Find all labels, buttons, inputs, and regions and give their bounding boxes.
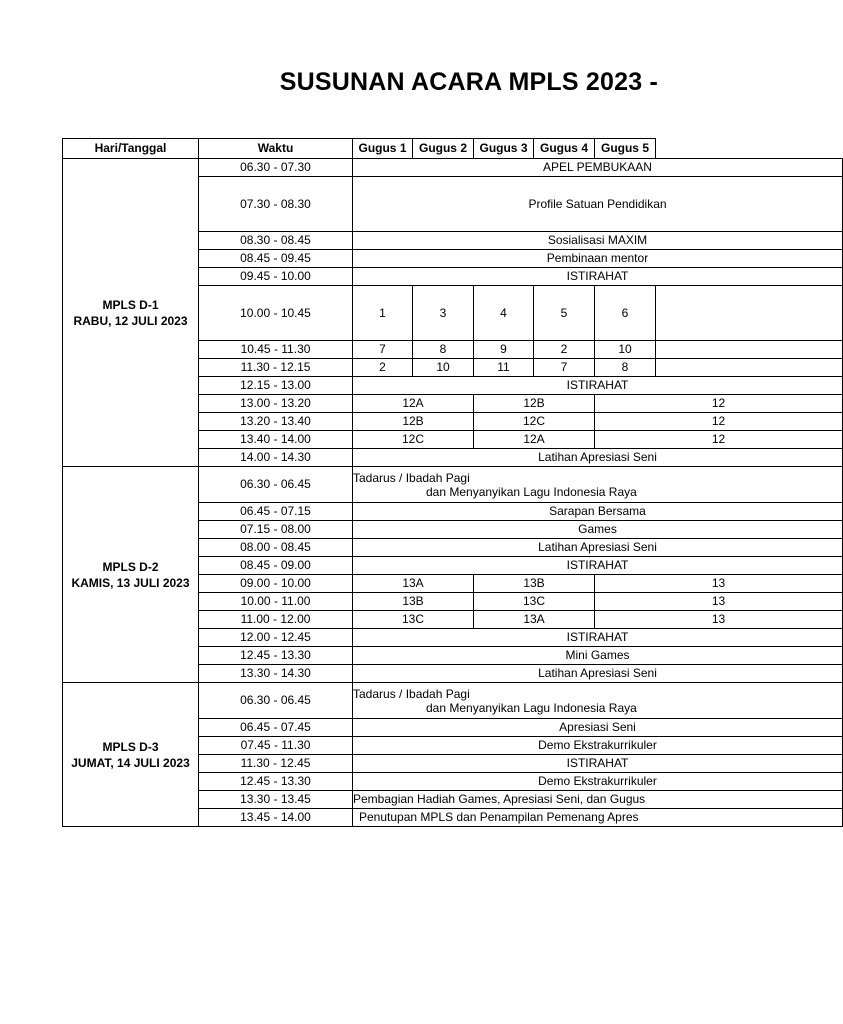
group-cell: 13: [595, 611, 843, 629]
group-cell: 13C: [353, 611, 474, 629]
time-cell: 13.20 - 13.40: [199, 413, 353, 431]
gugus-cell: 8: [595, 359, 656, 377]
time-cell: 09.45 - 10.00: [199, 268, 353, 286]
header-day: Hari/Tanggal: [63, 139, 199, 159]
day-name: MPLS D-3: [102, 739, 159, 754]
gugus-cell: 9: [474, 341, 534, 359]
schedule-viewport: [62, 138, 726, 854]
activity-cell: Sarapan Bersama: [353, 503, 843, 521]
activity-cell: [353, 791, 843, 809]
group-cell: 13A: [353, 575, 474, 593]
day-date: KAMIS, 13 JULI 2023: [71, 575, 190, 590]
gugus-cell: 5: [534, 286, 595, 341]
header-overflow: [656, 139, 843, 159]
activity-text: Penutupan MPLS dan Penampilan Pemenang Apres: [359, 810, 639, 824]
activity-cell: Demo Ekstrakurrikuler: [353, 737, 843, 755]
time-cell: 06.45 - 07.15: [199, 503, 353, 521]
group-cell: 12C: [353, 431, 474, 449]
gugus-cell: 10: [595, 341, 656, 359]
time-cell: 12.00 - 12.45: [199, 629, 353, 647]
time-cell: 10.00 - 10.45: [199, 286, 353, 341]
gugus-cell: 3: [413, 286, 474, 341]
day-date: RABU, 12 JULI 2023: [73, 313, 188, 328]
group-cell: 12B: [474, 395, 595, 413]
activity-cell: [353, 809, 843, 827]
overflow-cell: [656, 359, 843, 377]
gugus-cell: 2: [534, 341, 595, 359]
time-cell: 11.30 - 12.15: [199, 359, 353, 377]
activity-cell: Games: [353, 521, 843, 539]
activity-cell: Latihan Apresiasi Seni: [353, 449, 843, 467]
time-cell: 07.15 - 08.00: [199, 521, 353, 539]
activity-cell: Latihan Apresiasi Seni: [353, 665, 843, 683]
time-cell: 10.00 - 11.00: [199, 593, 353, 611]
time-cell: 09.00 - 10.00: [199, 575, 353, 593]
activity-text: Pembagian Hadiah Games, Apresiasi Seni, dan Gugus: [353, 792, 646, 806]
day-name: MPLS D-1: [102, 297, 159, 312]
gugus-cell: 10: [413, 359, 474, 377]
time-cell: 06.45 - 07.45: [199, 719, 353, 737]
time-cell: 14.00 - 14.30: [199, 449, 353, 467]
gugus-cell: 11: [474, 359, 534, 377]
group-cell: 12: [595, 413, 843, 431]
day-name: MPLS D-2: [102, 559, 159, 574]
time-cell: 07.45 - 11.30: [199, 737, 353, 755]
group-cell: 12B: [353, 413, 474, 431]
overflow-cell: [656, 286, 843, 341]
activity-line-1: Tadarus / Ibadah Pagi: [353, 686, 470, 701]
activity-cell: Apresiasi Seni: [353, 719, 843, 737]
time-cell: 10.45 - 11.30: [199, 341, 353, 359]
group-cell: 13: [595, 575, 843, 593]
activity-cell: Profile Satuan Pendidikan: [353, 177, 843, 232]
day-cell-1: [63, 159, 199, 467]
header-gugus-3: Gugus 3: [474, 139, 534, 159]
activity-cell: Pembinaan mentor: [353, 250, 843, 268]
header-time: Waktu: [199, 139, 353, 159]
group-cell: 13: [595, 593, 843, 611]
group-cell: 13C: [474, 593, 595, 611]
time-cell: 08.45 - 09.45: [199, 250, 353, 268]
gugus-cell: 1: [353, 286, 413, 341]
group-cell: 12: [595, 395, 843, 413]
time-cell: 06.30 - 07.30: [199, 159, 353, 177]
time-cell: 06.30 - 06.45: [199, 683, 353, 719]
time-cell: 08.45 - 09.00: [199, 557, 353, 575]
day-cell-2: [63, 467, 199, 683]
time-cell: 13.45 - 14.00: [199, 809, 353, 827]
time-cell: 08.00 - 08.45: [199, 539, 353, 557]
day-cell-3: [63, 683, 199, 827]
header-gugus-4: Gugus 4: [534, 139, 595, 159]
schedule-table: [62, 138, 843, 827]
activity-cell: ISTIRAHAT: [353, 268, 843, 286]
gugus-cell: 8: [413, 341, 474, 359]
gugus-cell: 6: [595, 286, 656, 341]
time-cell: 13.30 - 13.45: [199, 791, 353, 809]
time-cell: 13.30 - 14.30: [199, 665, 353, 683]
activity-cell: Mini Games: [353, 647, 843, 665]
activity-line-1: Tadarus / Ibadah Pagi: [353, 470, 470, 485]
header-gugus-5: Gugus 5: [595, 139, 656, 159]
gugus-cell: 4: [474, 286, 534, 341]
time-cell: 11.00 - 12.00: [199, 611, 353, 629]
time-cell: 13.00 - 13.20: [199, 395, 353, 413]
activity-cell: ISTIRAHAT: [353, 557, 843, 575]
time-cell: 12.45 - 13.30: [199, 773, 353, 791]
overflow-cell: [656, 341, 843, 359]
gugus-cell: 7: [534, 359, 595, 377]
day-date: JUMAT, 14 JULI 2023: [71, 755, 190, 770]
table-row: [63, 467, 843, 503]
time-cell: 12.15 - 13.00: [199, 377, 353, 395]
gugus-cell: 7: [353, 341, 413, 359]
activity-line-2: dan Menyanyikan Lagu Indonesia Raya: [426, 700, 637, 715]
activity-cell: Latihan Apresiasi Seni: [353, 539, 843, 557]
time-cell: 13.40 - 14.00: [199, 431, 353, 449]
page-title: SUSUNAN ACARA MPLS 2023 -: [279, 68, 658, 96]
time-cell: 11.30 - 12.45: [199, 755, 353, 773]
group-cell: 12A: [353, 395, 474, 413]
activity-cell: APEL PEMBUKAAN: [353, 159, 843, 177]
group-cell: 12A: [474, 431, 595, 449]
group-cell: 12: [595, 431, 843, 449]
time-cell: 06.30 - 06.45: [199, 467, 353, 503]
activity-cell: ISTIRAHAT: [353, 629, 843, 647]
time-cell: 12.45 - 13.30: [199, 647, 353, 665]
activity-cell: Demo Ekstrakurrikuler: [353, 773, 843, 791]
group-cell: 13B: [474, 575, 595, 593]
table-row: [63, 159, 843, 177]
time-cell: 08.30 - 08.45: [199, 232, 353, 250]
header-gugus-2: Gugus 2: [413, 139, 474, 159]
activity-cell: [353, 683, 843, 719]
header-gugus-1: Gugus 1: [353, 139, 413, 159]
gugus-cell: 2: [353, 359, 413, 377]
activity-cell: ISTIRAHAT: [353, 377, 843, 395]
activity-cell: Sosialisasi MAXIM: [353, 232, 843, 250]
group-cell: 13A: [474, 611, 595, 629]
group-cell: 13B: [353, 593, 474, 611]
header-row: [63, 139, 843, 159]
table-row: [63, 683, 843, 719]
group-cell: 12C: [474, 413, 595, 431]
activity-cell: ISTIRAHAT: [353, 755, 843, 773]
activity-line-2: dan Menyanyikan Lagu Indonesia Raya: [426, 484, 637, 499]
time-cell: 07.30 - 08.30: [199, 177, 353, 232]
activity-cell: [353, 467, 843, 503]
